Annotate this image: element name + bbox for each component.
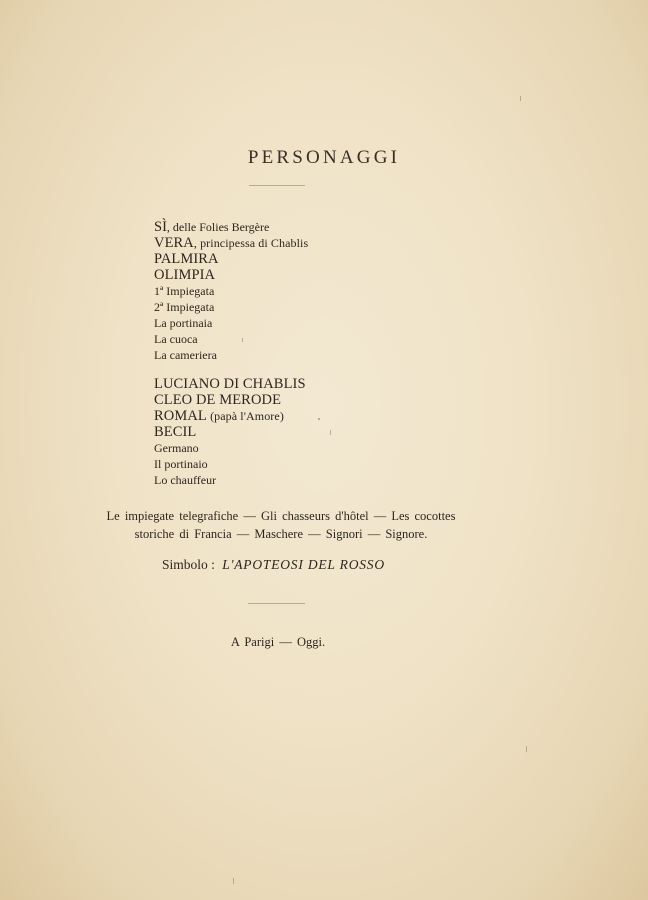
- extras-line-2: storiche di Francia — Maschere — Signori — Signore.: [134, 527, 428, 541]
- cast-item: 1ª Impiegata: [154, 284, 215, 298]
- cast-item: ROMAL (papà l'Amore): [154, 408, 284, 424]
- cast-item: La portinaia: [154, 316, 213, 330]
- cast-item: CLEO DE MERODE: [154, 392, 282, 408]
- symbol-value: L'APOTEOSI DEL ROSSO: [222, 557, 385, 572]
- setting-line: A Parigi — Oggi.: [230, 635, 326, 649]
- cast-list-men: [154, 376, 306, 488]
- section-divider: [248, 603, 305, 604]
- paper-speck: [526, 746, 527, 752]
- cast-item: SÌ, delle Folies Bergère: [154, 219, 270, 235]
- cast-item: Germano: [154, 441, 199, 455]
- cast-item: La cameriera: [154, 348, 217, 362]
- symbol-label: Simbolo :: [162, 557, 215, 572]
- cast-item: LUCIANO DI CHABLIS: [154, 376, 306, 392]
- paper-speck: [318, 418, 320, 420]
- symbol-line: [162, 557, 385, 573]
- cast-item: 2ª Impiegata: [154, 300, 215, 314]
- extras-paragraph: [0, 507, 562, 543]
- cast-list-women: [154, 219, 308, 363]
- paper-speck: [330, 430, 331, 435]
- page-title: PERSONAGGI: [247, 147, 401, 168]
- title-divider: [249, 185, 305, 186]
- cast-item: OLIMPIA: [154, 267, 216, 283]
- cast-item: PALMIRA: [154, 251, 219, 267]
- cast-item: Il portinaio: [154, 457, 208, 471]
- paper-speck: [520, 96, 521, 101]
- cast-item: BECIL: [154, 424, 197, 440]
- extras-line-1: Le impiegate telegrafiche — Gli chasseurs d'hôtel — Les cocottes: [106, 509, 456, 523]
- cast-item: La cuoca: [154, 332, 198, 346]
- paper-speck: [233, 878, 234, 884]
- cast-item: Lo chauffeur: [154, 473, 217, 487]
- cast-item: VERA, principessa di Chablis: [154, 235, 309, 251]
